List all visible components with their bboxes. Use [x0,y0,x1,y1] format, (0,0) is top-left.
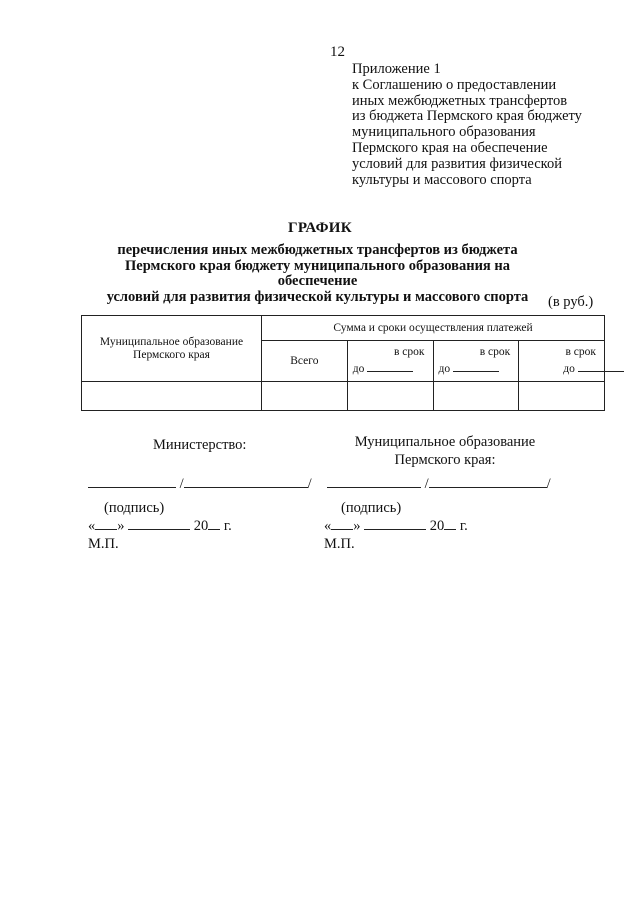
appendix-header [352,62,622,188]
page-number: 12 [330,44,345,60]
date-blank [578,361,624,372]
payment-schedule-table [81,315,605,411]
ministry-signature-line: / / [88,476,312,493]
ministry-label: Министерство: [153,437,247,453]
document-subtitle [90,243,545,305]
appendix-line: Пермского края на обеспечение [352,139,548,156]
table-cell-empty [82,382,262,411]
date-blank [453,361,499,372]
municipality-label-line: Пермского края: [394,452,496,468]
term-label: в срок [394,346,425,358]
term-until: до [438,363,451,375]
appendix-line: из бюджета Пермского края бюджету [352,108,582,125]
table-cell-empty [519,382,605,411]
term-until: до [563,363,575,375]
document-title: ГРАФИК [288,220,352,236]
date-blank [367,361,413,372]
ministry-date-line: « » 20 г. [88,518,232,534]
municipality-label [350,433,540,469]
subtitle-line: перечисления иных межбюджетных трансфертов из бюджета [117,242,518,258]
ministry-signature-label: (подпись) [104,500,165,516]
header-payments: Сумма и сроки осуществления платежей [262,316,605,341]
subtitle-line: условий для развития физической культуры и массового спорта [106,288,529,305]
header-term-3 [519,341,605,382]
header-total: Всего [262,341,348,382]
ministry-stamp-label: М.П. [88,536,119,552]
table-cell-empty [347,382,433,411]
term-label: в срок [565,346,596,358]
header-term-1 [347,341,433,382]
appendix-line: иных межбюджетных трансфертов [352,92,568,109]
currency-unit: (в руб.) [548,294,594,310]
appendix-line: Приложение 1 [352,61,441,77]
header-municipality: Муниципальное образование Пермского края [82,316,262,382]
subtitle-line: Пермского края бюджету муниципального образования на обеспечение [124,257,510,289]
appendix-line: условий для развития физической [352,155,562,172]
header-term-2 [433,341,519,382]
appendix-line: муниципального образования [352,124,536,141]
municipality-stamp-label: М.П. [324,536,355,552]
municipality-signature-label: (подпись) [341,500,402,516]
appendix-line: культуры и массового спорта [352,171,532,188]
term-until: до [352,363,365,375]
table-cell-empty [262,382,348,411]
municipality-signature-line: / / [327,476,551,493]
appendix-line: к Соглашению о предоставлении [352,76,557,93]
term-label: в срок [479,346,511,358]
municipality-date-line: « » 20 г. [324,518,468,534]
table-cell-empty [433,382,519,411]
municipality-label-line: Муниципальное образование [354,434,536,450]
